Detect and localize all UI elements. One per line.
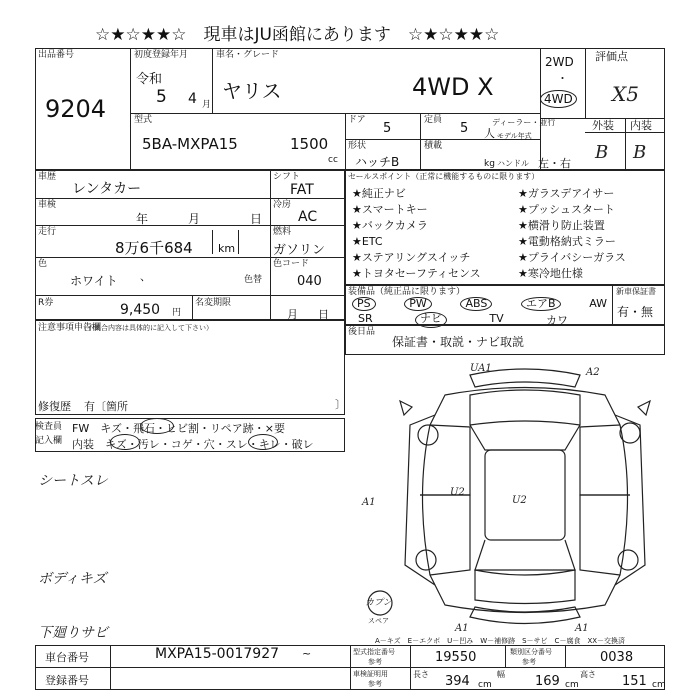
later-items-label: 後日品 <box>348 327 376 337</box>
drive-2wd: 2WD <box>545 55 574 69</box>
handwritten-note: シートスレ <box>38 473 108 489</box>
sales-point: ★プライバシーガラス <box>518 251 626 264</box>
notes-sub: （不具合内容は具体的に記入して下さい） <box>80 324 213 332</box>
sales-points-left <box>352 186 481 282</box>
inspection-label: 車検 <box>38 200 57 210</box>
fuel-value: ガソリン <box>273 243 326 258</box>
color-value: ホワイト <box>70 274 118 288</box>
handle-label: ハンドル <box>497 159 529 168</box>
damage-mark: UA1 <box>470 363 492 374</box>
equipment-label: 装備品（純正品に限ります） <box>348 287 466 297</box>
rear-bumper <box>470 607 580 624</box>
damage-mark: スペア <box>368 617 389 625</box>
recycle-value: 9,450 <box>120 302 161 318</box>
chassis-label: 車台番号 <box>45 651 89 664</box>
class-designation-sub: 参考 <box>522 658 536 666</box>
car-damage-diagram <box>350 355 700 635</box>
height-label: 高さ <box>580 670 596 679</box>
color-tick: 、 <box>140 270 151 283</box>
windshield <box>470 425 580 450</box>
notes-frame <box>35 320 345 415</box>
registration-label: 初度登録年月 <box>134 50 189 60</box>
sales-point: ★ETC <box>352 235 383 248</box>
capacity-value: 5 <box>460 121 469 136</box>
sales-point: ★スマートキー <box>352 203 428 216</box>
model-name: ヤリス <box>222 79 282 103</box>
damage-mark: A2 <box>586 367 600 378</box>
model-grade: 4WD X <box>412 73 494 101</box>
equipment-ps: PS <box>352 297 376 311</box>
sales-points-label: セールスポイント（正常に機能するものに限ります） <box>348 172 540 181</box>
chassis-value: MXPA15-0017927 <box>155 646 280 662</box>
right-side-panel <box>615 415 645 585</box>
length-unit: cm <box>478 680 492 690</box>
warranty-value: 有・無 <box>617 305 654 319</box>
model-name-label: 車名・グレード <box>216 50 280 60</box>
drive-4wd: 4WD <box>540 90 577 108</box>
mileage-label: 走行 <box>38 227 57 237</box>
recycle-unit: 円 <box>172 308 182 318</box>
damage-mark: A1 <box>575 623 589 634</box>
displacement-value: 1500 <box>290 135 329 153</box>
lot-label: 出品番号 <box>38 50 75 60</box>
registration-month: 4 <box>188 91 197 107</box>
warranty-label: 新車保証書 <box>616 287 656 296</box>
color-code-label: 色コード <box>273 259 310 269</box>
shape-label: 形状 <box>348 141 367 151</box>
circle-mark <box>110 434 140 450</box>
aircon-value: AC <box>298 209 318 225</box>
interior-value: B <box>633 142 647 163</box>
sales-point: ★純正ナビ <box>352 187 406 200</box>
history-value: レンタカー <box>72 181 142 197</box>
damage-mark: カプン <box>365 598 392 608</box>
doors-label: ドア <box>348 115 366 125</box>
reg-number-label: 登録番号 <box>45 674 89 687</box>
doors-value: 5 <box>383 121 392 136</box>
dimensions-sub: 参考 <box>368 680 382 688</box>
name-change-label: 名変期限 <box>195 298 232 308</box>
width-label: 幅 <box>497 670 505 679</box>
dealer-label: ディーラー・並行 <box>492 118 556 127</box>
history-label: 車歴 <box>38 172 57 182</box>
inspector-interior-row: 内装 キズ・汚レ・コゲ・穴・スレ・キレ・破レ <box>72 438 314 451</box>
color-code: 040 <box>297 274 322 289</box>
equipment-pw: PW <box>404 297 432 311</box>
capacity-unit: 人 <box>484 127 495 140</box>
equipment-sr: SR <box>358 312 373 325</box>
load-label: 積載 <box>424 141 443 151</box>
width-value: 169 <box>535 674 560 689</box>
sales-point: ★ステアリングスイッチ <box>352 251 471 264</box>
equipment-abs: ABS <box>460 297 492 311</box>
equipment-airbag: エアB <box>521 297 561 311</box>
wheel-rear-right <box>618 550 638 570</box>
dimensions-label: 車検証明用 <box>353 670 388 678</box>
inspector-label2: 記入欄 <box>35 436 63 446</box>
shift-label: シフト <box>273 172 301 182</box>
hood <box>470 390 580 425</box>
height-value: 151 <box>622 674 647 689</box>
length-value: 394 <box>445 674 470 689</box>
repair-label: 修復歴 <box>38 400 71 413</box>
class-designation-value: 0038 <box>600 650 634 665</box>
width-unit: cm <box>565 680 579 690</box>
sales-point: ★ガラスデアイサー <box>518 187 615 200</box>
inspector-label1: 検査員 <box>35 422 63 432</box>
damage-mark: A1 <box>455 623 469 634</box>
length-label: 長さ <box>413 670 429 679</box>
sales-point: ★電動格納式ミラー <box>518 235 616 248</box>
exterior-value: B <box>595 142 609 163</box>
rear-glass <box>475 540 575 570</box>
equipment-navi: ナビ <box>415 312 447 328</box>
registration-era: 令和 <box>136 72 163 87</box>
interior-label: 内装 <box>630 119 652 132</box>
load-unit: kg <box>484 159 495 169</box>
later-items-value: 保証書・取説・ナビ取説 <box>392 335 525 349</box>
shape-value: ハッチB <box>355 155 400 169</box>
inspection-year: 年 <box>136 212 149 226</box>
mileage-value: 8万6千684 <box>115 239 193 257</box>
aircon-label: 冷房 <box>273 200 292 210</box>
diagram-legend: A－キズ E－エクボ U－凹み W－補修跡 S－サビ C－腐食 XX－交換済 <box>375 637 626 645</box>
sales-point: ★バックカメラ <box>352 219 428 232</box>
chassis-tick: ~ <box>302 647 312 660</box>
mileage-unit: km <box>218 242 236 255</box>
recycle-label: R券 <box>38 298 54 308</box>
fuel-label: 燃料 <box>273 227 292 237</box>
rating-value: X5 <box>612 82 639 106</box>
mirror-right <box>638 401 650 415</box>
inspection-month: 月 <box>188 212 201 226</box>
sales-point: ★プッシュスタート <box>518 203 615 216</box>
equipment-aw: AW <box>589 297 607 310</box>
type-designation-label: 型式指定番号 <box>353 648 395 656</box>
color-replace-label: 色替 <box>244 275 263 285</box>
shift-value: FAT <box>290 182 314 198</box>
handwritten-note: ボディキズ <box>38 571 107 587</box>
type-designation-value: 19550 <box>435 650 477 665</box>
circle-mark <box>248 434 278 450</box>
handle-value: 左・右 <box>538 157 571 170</box>
color-label: 色 <box>38 259 48 269</box>
registration-month-unit: 月 <box>202 100 212 110</box>
displacement-unit: cc <box>328 155 338 165</box>
type-label: 型式 <box>134 115 153 125</box>
exterior-label: 外装 <box>592 119 614 132</box>
inspector-fw-row: FW キズ・飛石・ヒビ割・リペア跡・×要 <box>72 422 285 435</box>
drive-dot: ・ <box>557 72 568 85</box>
equipment-tv: TV <box>489 312 504 325</box>
wheel-front-right <box>620 423 640 443</box>
damage-mark: U2 <box>450 487 465 498</box>
type-value: 5BA-MXPA15 <box>142 135 238 153</box>
lot-number: 9204 <box>45 95 107 123</box>
circle-mark <box>140 418 174 434</box>
equipment-row1 <box>352 297 607 311</box>
sales-point: ★寒冷地仕様 <box>518 267 583 280</box>
equipment-leather: カワ <box>545 314 568 327</box>
notes-label: 注意事項申告欄 <box>38 323 102 333</box>
repair-close: 〕 <box>335 398 346 411</box>
sales-point: ★トヨタセーフティセンス <box>352 267 481 280</box>
damage-mark: A1 <box>362 497 376 508</box>
rating-label: 評価点 <box>595 50 628 63</box>
class-designation-label: 類別区分番号 <box>510 648 552 656</box>
mirror-left <box>400 401 412 415</box>
damage-mark: U2 <box>512 495 527 506</box>
model-year-label: モデル年式 <box>497 132 532 140</box>
sales-point: ★横滑り防止装置 <box>518 219 605 232</box>
repair-value: 有〔箇所 <box>84 400 128 413</box>
handwritten-note: 下廻りサビ <box>38 625 108 641</box>
banner: ☆★☆★★☆ 現車はJU函館にあります ☆★☆★★☆ <box>95 25 500 45</box>
sales-points-right <box>518 186 626 282</box>
capacity-label: 定員 <box>424 115 443 125</box>
type-designation-sub: 参考 <box>368 658 382 666</box>
name-change-month: 月 <box>287 308 298 321</box>
inspection-day: 日 <box>250 212 263 226</box>
name-change-day: 日 <box>318 308 329 321</box>
trunk <box>475 570 575 604</box>
registration-year: 5 <box>156 87 167 107</box>
height-unit: cm <box>652 680 666 690</box>
